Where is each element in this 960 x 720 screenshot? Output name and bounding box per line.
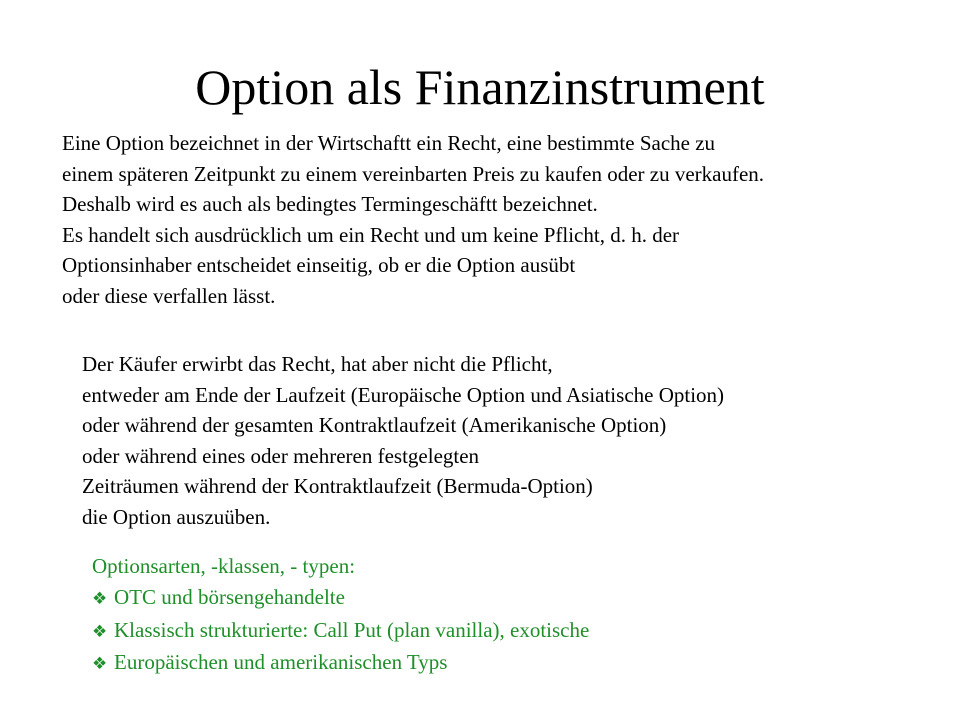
list-item-label: Europäischen und amerikanischen Typs xyxy=(114,650,448,674)
paragraph-line: oder diese verfallen lässt. xyxy=(62,283,276,308)
paragraph-line: einem späteren Zeitpunkt zu einem vereinbarten Preis zu kaufen oder zu verkaufen. xyxy=(62,161,765,186)
slide-title: Option als Finanzinstrument xyxy=(195,59,765,115)
option-types-heading: Optionsarten, -klassen, - typen: xyxy=(92,554,356,578)
paragraph-line: entweder am Ende der Laufzeit (Europäische Option und Asiatische Option) xyxy=(82,382,725,407)
list-item-label: OTC und börsengehandelte xyxy=(114,585,345,609)
diamond-bullet-icon: ❖ xyxy=(92,621,108,642)
definition-paragraph xyxy=(62,128,764,311)
option-types-list xyxy=(92,582,589,680)
paragraph-line: Zeiträumen während der Kontraktlaufzeit (Bermuda-Option) xyxy=(82,474,593,498)
paragraph-line: oder während eines oder mehreren festgelegten xyxy=(82,443,480,468)
paragraph-line: Optionsinhaber entscheidet einseitig, ob er die Option ausübt xyxy=(62,253,576,277)
list-item xyxy=(92,615,589,648)
paragraph-line: Es handelt sich ausdrücklich um ein Recht und um keine Pflicht, d. h. der xyxy=(62,222,680,247)
paragraph-line: Eine Option bezeichnet in der Wirtschaftt ein Recht, eine bestimmte Sache zu xyxy=(62,131,716,155)
diamond-bullet-icon: ❖ xyxy=(92,654,108,674)
paragraph-line: Der Käufer erwirbt das Recht, hat aber nicht die Pflicht, xyxy=(82,352,553,376)
list-item-label: Klassisch strukturierte: Call Put (plan vanilla), exotische xyxy=(114,617,590,642)
list-item xyxy=(92,647,589,680)
paragraph-line: oder während der gesamten Kontraktlaufzeit (Amerikanische Option) xyxy=(82,413,667,437)
buyer-rights-paragraph xyxy=(82,349,724,532)
paragraph-line: die Option auszuüben. xyxy=(82,504,271,529)
paragraph-line: Deshalb wird es auch als bedingtes Termingeschäftt bezeichnet. xyxy=(62,192,598,216)
diamond-bullet-icon: ❖ xyxy=(92,589,108,609)
list-item xyxy=(92,582,589,615)
